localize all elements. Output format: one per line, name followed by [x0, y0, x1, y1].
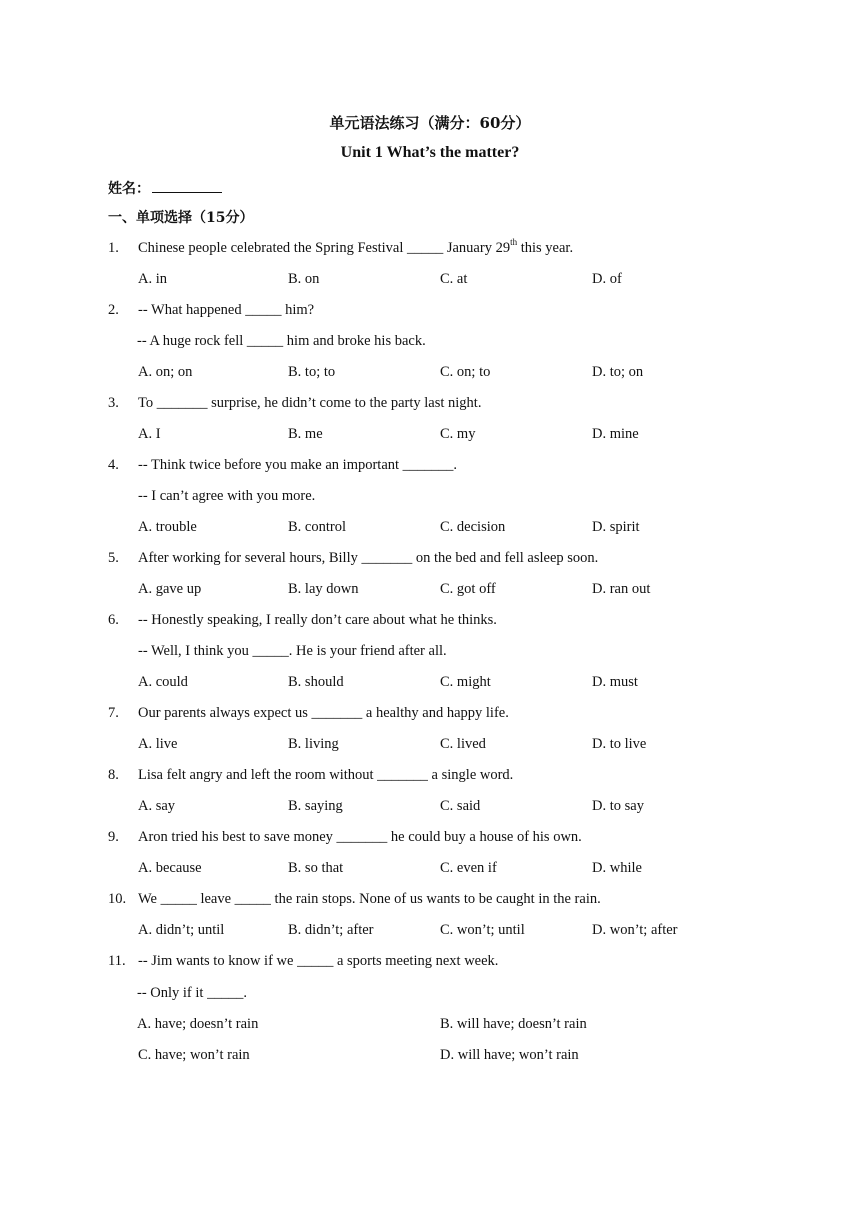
question-text: -- Think twice before you make an important _______. — [138, 457, 458, 473]
option-a[interactable]: A. gave up — [138, 581, 202, 597]
section-heading: 一、单项选择（15分） — [108, 210, 254, 226]
option-a[interactable]: A. didn’t; until — [138, 922, 225, 938]
option-c[interactable]: C. even if — [440, 860, 497, 876]
option-d[interactable]: D. will have; won’t rain — [440, 1047, 579, 1063]
option-c[interactable]: C. decision — [440, 519, 506, 535]
question-number: 8. — [108, 767, 119, 783]
option-a[interactable]: A. live — [138, 736, 178, 752]
page-title-english: Unit 1 What’s the matter? — [340, 144, 520, 161]
option-d[interactable]: D. spirit — [592, 519, 640, 535]
page-title-chinese: 单元语法练习（满分：60分） — [329, 114, 531, 132]
option-d[interactable]: D. must — [592, 674, 638, 690]
option-b[interactable]: B. didn’t; after — [288, 922, 374, 938]
option-d[interactable]: D. of — [592, 271, 622, 287]
name-blank-line[interactable] — [152, 179, 222, 193]
question-number: 4. — [108, 457, 119, 473]
question-number: 11. — [108, 953, 126, 969]
option-a[interactable]: A. on; on — [138, 364, 193, 380]
question-number: 1. — [108, 240, 119, 256]
question-number: 2. — [108, 302, 119, 318]
option-c[interactable]: C. my — [440, 426, 476, 442]
question-number: 10. — [108, 891, 127, 907]
option-b[interactable]: B. control — [288, 519, 346, 535]
option-b[interactable]: B. so that — [288, 860, 344, 876]
option-c[interactable]: C. won’t; until — [440, 922, 525, 938]
name-label: 姓名： — [108, 181, 150, 197]
option-b[interactable]: B. saying — [288, 798, 343, 814]
option-b[interactable]: B. should — [288, 674, 344, 690]
option-c[interactable]: C. on; to — [440, 364, 491, 380]
question-text: -- I can’t agree with you more. — [138, 488, 316, 504]
superscript: th — [510, 237, 518, 248]
question-stem: Chinese people celebrated the Spring Festival _____ January 29 — [138, 240, 511, 256]
question-text: To _______ surprise, he didn’t come to the party last night. — [138, 395, 482, 411]
question-text: -- Well, I think you _____. He is your friend after all. — [138, 643, 447, 659]
option-a[interactable]: A. trouble — [138, 519, 197, 535]
question-text — [138, 238, 573, 258]
option-d[interactable]: D. to say — [592, 798, 644, 814]
option-b[interactable]: B. to; to — [288, 364, 336, 380]
option-c[interactable]: C. have; won’t rain — [138, 1047, 250, 1063]
option-a[interactable]: A. have; doesn’t rain — [137, 1016, 259, 1032]
option-c[interactable]: C. at — [440, 271, 468, 287]
option-a[interactable]: A. could — [138, 674, 188, 690]
option-d[interactable]: D. mine — [592, 426, 639, 442]
question-number: 6. — [108, 612, 119, 628]
option-d[interactable]: D. won’t; after — [592, 922, 678, 938]
question-number: 3. — [108, 395, 119, 411]
option-a[interactable]: A. in — [138, 271, 167, 287]
option-c[interactable]: C. might — [440, 674, 491, 690]
question-number: 5. — [108, 550, 119, 566]
option-c[interactable]: C. got off — [440, 581, 496, 597]
question-stem-end: this year. — [517, 240, 574, 256]
question-text: -- A huge rock fell _____ him and broke his back. — [137, 333, 426, 349]
option-d[interactable]: D. while — [592, 860, 642, 876]
option-b[interactable]: B. living — [288, 736, 339, 752]
question-text: -- Jim wants to know if we _____ a sports meeting next week. — [138, 953, 499, 969]
question-text: Our parents always expect us _______ a healthy and happy life. — [138, 705, 509, 721]
question-text: Lisa felt angry and left the room without _______ a single word. — [138, 767, 514, 783]
question-text: -- Only if it _____. — [137, 985, 247, 1001]
question-text: We _____ leave _____ the rain stops. None of us wants to be caught in the rain. — [138, 891, 601, 907]
option-b[interactable]: B. lay down — [288, 581, 359, 597]
option-c[interactable]: C. lived — [440, 736, 486, 752]
question-text: -- What happened _____ him? — [138, 302, 315, 318]
option-d[interactable]: D. to; on — [592, 364, 644, 380]
option-a[interactable]: A. say — [138, 798, 176, 814]
option-a[interactable]: A. I — [138, 426, 161, 442]
option-b[interactable]: B. me — [288, 426, 323, 442]
option-d[interactable]: D. to live — [592, 736, 647, 752]
option-c[interactable]: C. said — [440, 798, 481, 814]
question-number: 9. — [108, 829, 119, 845]
option-a[interactable]: A. because — [138, 860, 202, 876]
question-number: 7. — [108, 705, 119, 721]
question-text: After working for several hours, Billy _______ on the bed and fell asleep soon. — [138, 550, 599, 566]
name-field — [108, 178, 222, 198]
question-text: Aron tried his best to save money _______ he could buy a house of his own. — [138, 829, 582, 845]
question-text: -- Honestly speaking, I really don’t care about what he thinks. — [138, 612, 497, 628]
option-b[interactable]: B. will have; doesn’t rain — [440, 1016, 587, 1032]
option-d[interactable]: D. ran out — [592, 581, 651, 597]
option-b[interactable]: B. on — [288, 271, 320, 287]
